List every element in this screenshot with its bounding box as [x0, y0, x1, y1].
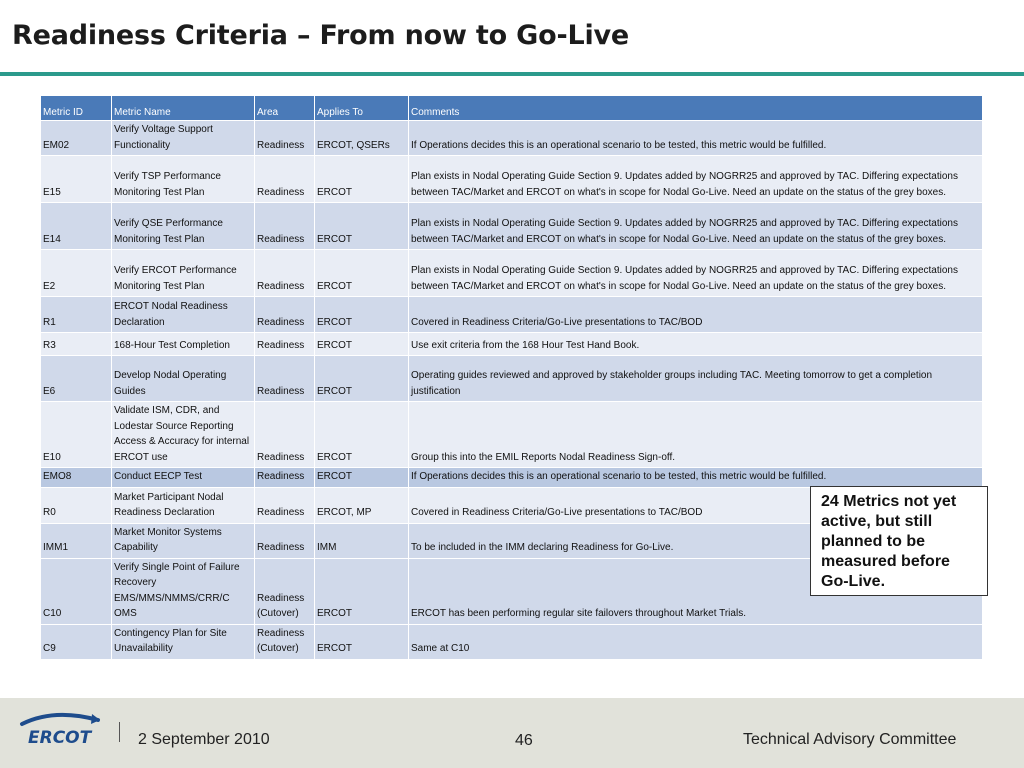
cell-comments: Plan exists in Nodal Operating Guide Section 9. Updates added by NOGRR25 and approved by TAC. Differing expectations between TAC/Market and ERCOT on what's in scope for Nodal Go-Live. Need an update on the status of the grey boxes. — [409, 156, 983, 203]
cell-metric-id: EM02 — [41, 121, 112, 156]
cell-applies-to: ERCOT — [315, 402, 409, 468]
cell-comments: Same at C10 — [409, 624, 983, 659]
cell-comments: Use exit criteria from the 168 Hour Test Hand Book. — [409, 333, 983, 356]
cell-metric-name: Verify ERCOT Performance Monitoring Test Plan — [112, 250, 255, 297]
table-row — [41, 121, 983, 156]
ercot-logo-text: ERCOT — [28, 728, 92, 748]
footer-committee: Technical Advisory Committee — [743, 731, 957, 748]
cell-applies-to: ERCOT, QSERs — [315, 121, 409, 156]
cell-comments: Plan exists in Nodal Operating Guide Section 9. Updates added by NOGRR25 and approved by TAC. Differing expectations between TAC/Market and ERCOT on what's in scope for Nodal Go-Live. Need an update on the status of the grey boxes. — [409, 250, 983, 297]
cell-metric-name: Develop Nodal Operating Guides — [112, 356, 255, 402]
cell-metric-name: Contingency Plan for Site Unavailability — [112, 624, 255, 659]
col-header-applies-to: Applies To — [315, 96, 409, 121]
cell-applies-to: ERCOT — [315, 297, 409, 333]
cell-area: Readiness — [255, 402, 315, 468]
table-row — [41, 402, 983, 468]
col-header-comments: Comments — [409, 96, 983, 121]
cell-metric-id: EMO8 — [41, 468, 112, 488]
cell-comments: To be included in the IMM declaring Readiness for Go-Live. — [409, 523, 983, 558]
cell-metric-id: R1 — [41, 297, 112, 333]
cell-applies-to: ERCOT — [315, 203, 409, 250]
cell-comments: Operating guides reviewed and approved by stakeholder groups including TAC. Meeting tomorrow to get a completion justification — [409, 356, 983, 402]
cell-metric-id: E14 — [41, 203, 112, 250]
cell-metric-name: 168-Hour Test Completion — [112, 333, 255, 356]
table-row — [41, 356, 983, 402]
ercot-logo-icon — [14, 710, 104, 750]
cell-comments: ERCOT has been performing regular site failovers throughout Market Trials. — [409, 558, 983, 624]
ercot-logo — [14, 710, 104, 750]
cell-area: Readiness — [255, 523, 315, 558]
slide-footer — [0, 698, 1024, 768]
cell-metric-id: C10 — [41, 558, 112, 624]
cell-metric-id: IMM1 — [41, 523, 112, 558]
cell-applies-to: ERCOT, MP — [315, 487, 409, 523]
cell-area: Readiness — [255, 121, 315, 156]
cell-area: Readiness — [255, 203, 315, 250]
table-row — [41, 297, 983, 333]
metrics-callout-box: 24 Metrics not yet active, but still planned to be measured before Go-Live. — [810, 486, 988, 596]
cell-applies-to: ERCOT — [315, 250, 409, 297]
table-row — [41, 624, 983, 659]
cell-applies-to: ERCOT — [315, 624, 409, 659]
cell-metric-id: E6 — [41, 356, 112, 402]
table-row — [41, 250, 983, 297]
cell-metric-name: Verify Single Point of Failure Recovery EMS/MMS/NMMS/CRR/C OMS — [112, 558, 255, 624]
col-header-metric-name: Metric Name — [112, 96, 255, 121]
col-header-metric-id: Metric ID — [41, 96, 112, 121]
cell-area: Readiness — [255, 250, 315, 297]
page-number: 46 — [515, 732, 533, 749]
slide-title: Readiness Criteria – From now to Go-Live — [12, 20, 630, 51]
cell-metric-name: Conduct EECP Test — [112, 468, 255, 488]
cell-comments: Plan exists in Nodal Operating Guide Section 9. Updates added by NOGRR25 and approved by TAC. Differing expectations between TAC/Market and ERCOT on what's in scope for Nodal Go-Live. Need an update on the status of the grey boxes. — [409, 203, 983, 250]
table-row — [41, 468, 983, 488]
cell-area: Readiness (Cutover) — [255, 624, 315, 659]
cell-metric-name: Validate ISM, CDR, and Lodestar Source Reporting Access & Accuracy for internal ERCOT use — [112, 402, 255, 468]
cell-metric-name: Verify Voltage Support Functionality — [112, 121, 255, 156]
cell-comments: Covered in Readiness Criteria/Go-Live presentations to TAC/BOD — [409, 487, 983, 523]
cell-metric-name: Verify QSE Performance Monitoring Test Plan — [112, 203, 255, 250]
cell-metric-name: Market Monitor Systems Capability — [112, 523, 255, 558]
cell-area: Readiness — [255, 156, 315, 203]
cell-area: Readiness (Cutover) — [255, 558, 315, 624]
cell-metric-id: E2 — [41, 250, 112, 297]
cell-comments: If Operations decides this is an operational scenario to be tested, this metric would be fulfilled. — [409, 468, 983, 488]
cell-metric-id: E10 — [41, 402, 112, 468]
cell-applies-to: ERCOT — [315, 333, 409, 356]
title-rule — [0, 72, 1024, 76]
cell-area: Readiness — [255, 356, 315, 402]
table-row — [41, 203, 983, 250]
cell-area: Readiness — [255, 487, 315, 523]
cell-applies-to: ERCOT — [315, 558, 409, 624]
cell-metric-id: E15 — [41, 156, 112, 203]
table-row — [41, 156, 983, 203]
cell-area: Readiness — [255, 297, 315, 333]
cell-applies-to: ERCOT — [315, 468, 409, 488]
cell-metric-name: ERCOT Nodal Readiness Declaration — [112, 297, 255, 333]
cell-metric-id: R3 — [41, 333, 112, 356]
cell-comments: Covered in Readiness Criteria/Go-Live presentations to TAC/BOD — [409, 297, 983, 333]
footer-date: 2 September 2010 — [138, 731, 270, 748]
cell-metric-name: Verify TSP Performance Monitoring Test Plan — [112, 156, 255, 203]
cell-applies-to: IMM — [315, 523, 409, 558]
cell-comments: Group this into the EMIL Reports Nodal Readiness Sign-off. — [409, 402, 983, 468]
footer-divider — [119, 722, 120, 742]
cell-applies-to: ERCOT — [315, 156, 409, 203]
col-header-area: Area — [255, 96, 315, 121]
cell-area: Readiness — [255, 333, 315, 356]
cell-metric-id: R0 — [41, 487, 112, 523]
table-row — [41, 333, 983, 356]
cell-comments: If Operations decides this is an operational scenario to be tested, this metric would be fulfilled. — [409, 121, 983, 156]
cell-metric-name: Market Participant Nodal Readiness Declaration — [112, 487, 255, 523]
cell-applies-to: ERCOT — [315, 356, 409, 402]
cell-area: Readiness — [255, 468, 315, 488]
cell-metric-id: C9 — [41, 624, 112, 659]
table-header-row — [41, 96, 983, 121]
